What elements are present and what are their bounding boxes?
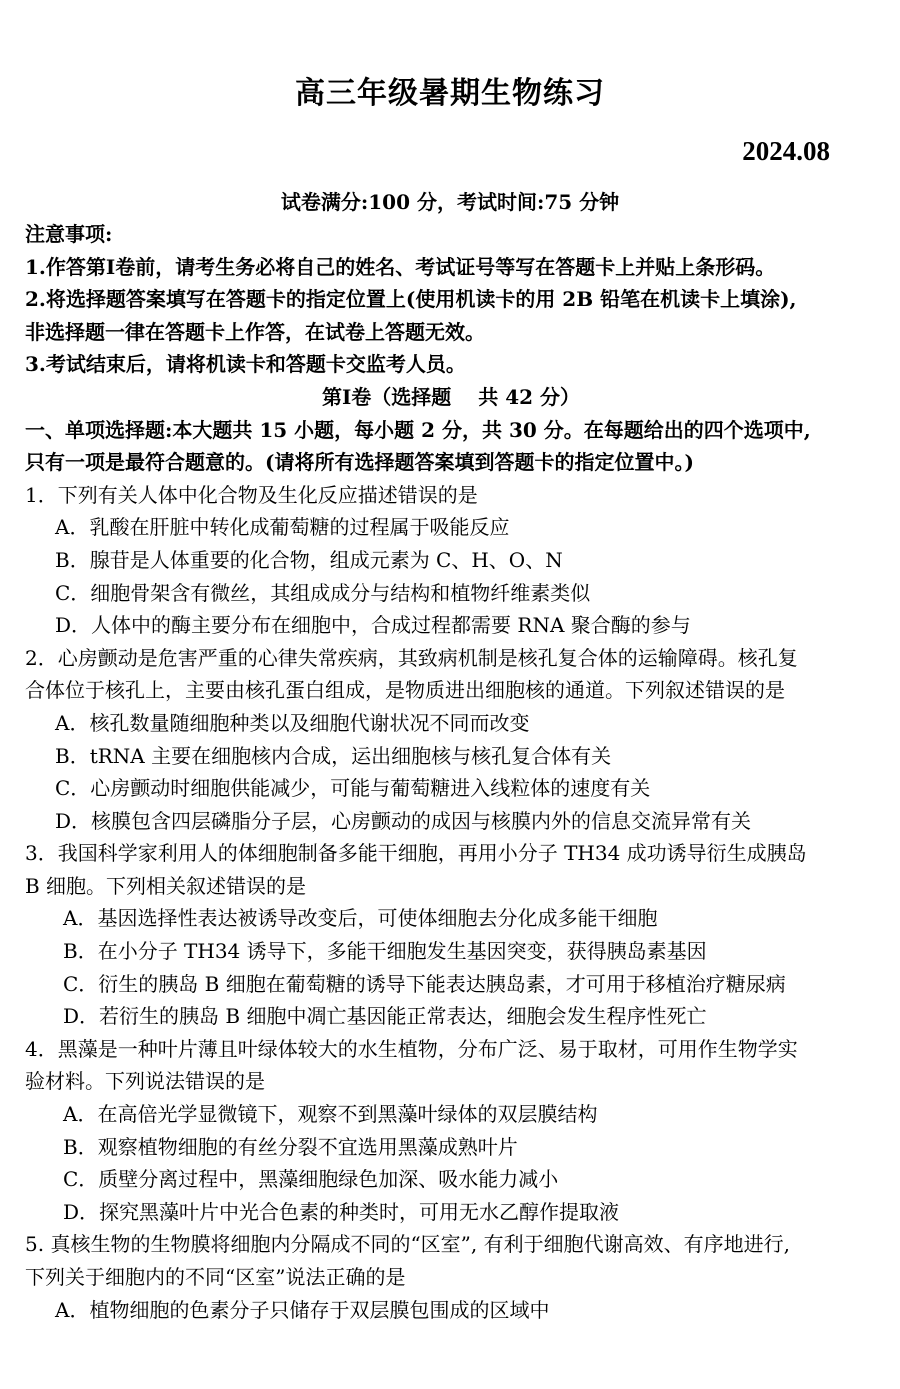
question-option: C．细胞骨架含有微丝，其组成成分与结构和植物纤维素类似	[55, 580, 591, 605]
question-option: B．tRNA 主要在细胞核内合成，运出细胞核与核孔复合体有关	[55, 743, 612, 768]
question-option: D．核膜包含四层磷脂分子层，心房颤动的成因与核膜内外的信息交流异常有关	[55, 808, 752, 833]
question-option: B．观察植物细胞的有丝分裂不宜选用黑藻成熟叶片	[63, 1134, 518, 1159]
question-option: B．腺苷是人体重要的化合物，组成元素为 C、H、O、N	[55, 547, 563, 572]
question-stem: 4．黑藻是一种叶片薄且叶绿体较大的水生植物，分布广泛、易于取材，可用作生物学实	[25, 1036, 798, 1061]
document-body	[25, 218, 877, 1326]
question-option: D．人体中的酶主要分布在细胞中，合成过程都需要 RNA 聚合酶的参与	[55, 613, 691, 638]
notice-line: 3.考试结束后，请将机读卡和答题卡交监考人员。	[25, 352, 466, 377]
page-title: 高三年级暑期生物练习	[295, 76, 605, 111]
question-option: A．在高倍光学显微镜下，观察不到黑藻叶绿体的双层膜结构	[63, 1102, 598, 1127]
question-stem: 3．我国科学家利用人的体细胞制备多能干细胞，再用小分子 TH34 成功诱导衍生成胰岛	[25, 841, 807, 866]
question-option: D．若衍生的胰岛 B 细胞中凋亡基因能正常表达，细胞会发生程序性死亡	[63, 1004, 707, 1029]
question-5	[25, 1228, 877, 1326]
exam-date: 2024.08	[742, 136, 830, 166]
question-stem: 合体位于核孔上，主要由核孔蛋白组成，是物质进出细胞核的通道。下列叙述错误的是	[25, 678, 785, 703]
question-1	[25, 479, 877, 642]
question-option: A．植物细胞的色素分子只储存于双层膜包围成的区域中	[55, 1297, 550, 1322]
question-stem: 1．下列有关人体中化合物及生化反应描述错误的是	[25, 482, 478, 507]
question-4	[25, 1033, 877, 1229]
notice-line: 1.作答第Ⅰ卷前，请考生务必将自己的姓名、考试证号等写在答题卡上并贴上条形码。	[25, 254, 776, 279]
question-option: C．心房颤动时细胞供能减少，可能与葡萄糖进入线粒体的速度有关	[55, 776, 651, 801]
question-3	[25, 837, 877, 1033]
notice-heading: 注意事项:	[25, 222, 113, 246]
section-instruction: 一、单项选择题:本大题共 15 小题，每小题 2 分，共 30 分。在每题给出的四个选项中,	[25, 417, 811, 442]
question-2	[25, 642, 877, 838]
notice-line: 2.将选择题答案填写在答题卡的指定位置上(使用机读卡的用 2B 铅笔在机读卡上填涂),	[25, 287, 797, 312]
section-instruction: 只有一项是最符合题意的。(请将所有选择题答案填到答题卡的指定位置中。)	[25, 450, 694, 475]
question-stem: B 细胞。下列相关叙述错误的是	[25, 873, 307, 898]
section-title: 第Ⅰ卷（选择题 共 42 分）	[321, 384, 581, 409]
question-option: C．衍生的胰岛 B 细胞在葡萄糖的诱导下能表达胰岛素，才可用于移植治疗糖尿病	[63, 971, 786, 996]
question-option: D．探究黑藻叶片中光合色素的种类时，可用无水乙醇作提取液	[63, 1199, 620, 1224]
question-option: A．核孔数量随细胞种类以及细胞代谢状况不同而改变	[55, 710, 530, 735]
question-stem: 5. 真核生物的生物膜将细胞内分隔成不同的“区室”, 有利于细胞代谢高效、有序地进行,	[25, 1232, 790, 1257]
exam-info: 试卷满分:100 分，考试时间:75 分钟	[280, 190, 620, 214]
question-option: A．乳酸在肝脏中转化成葡萄糖的过程属于吸能反应	[55, 515, 510, 540]
question-stem: 2．心房颤动是危害严重的心律失常疾病，其致病机制是核孔复合体的运输障碍。核孔复	[25, 645, 798, 670]
notice-line: 非选择题一律在答题卡上作答，在试卷上答题无效。	[25, 319, 485, 344]
question-option: C．质壁分离过程中，黑藻细胞绿色加深、吸水能力减小	[63, 1167, 559, 1192]
question-option: A．基因选择性表达被诱导改变后，可使体细胞去分化成多能干细胞	[63, 906, 658, 931]
notice-section	[25, 218, 877, 381]
question-stem: 下列关于细胞内的不同“区室”说法正确的是	[25, 1265, 406, 1289]
question-stem: 验材料。下列说法错误的是	[25, 1069, 265, 1094]
question-option: B．在小分子 TH34 诱导下，多能干细胞发生基因突变，获得胰岛素基因	[63, 939, 707, 964]
section-header	[25, 381, 877, 479]
